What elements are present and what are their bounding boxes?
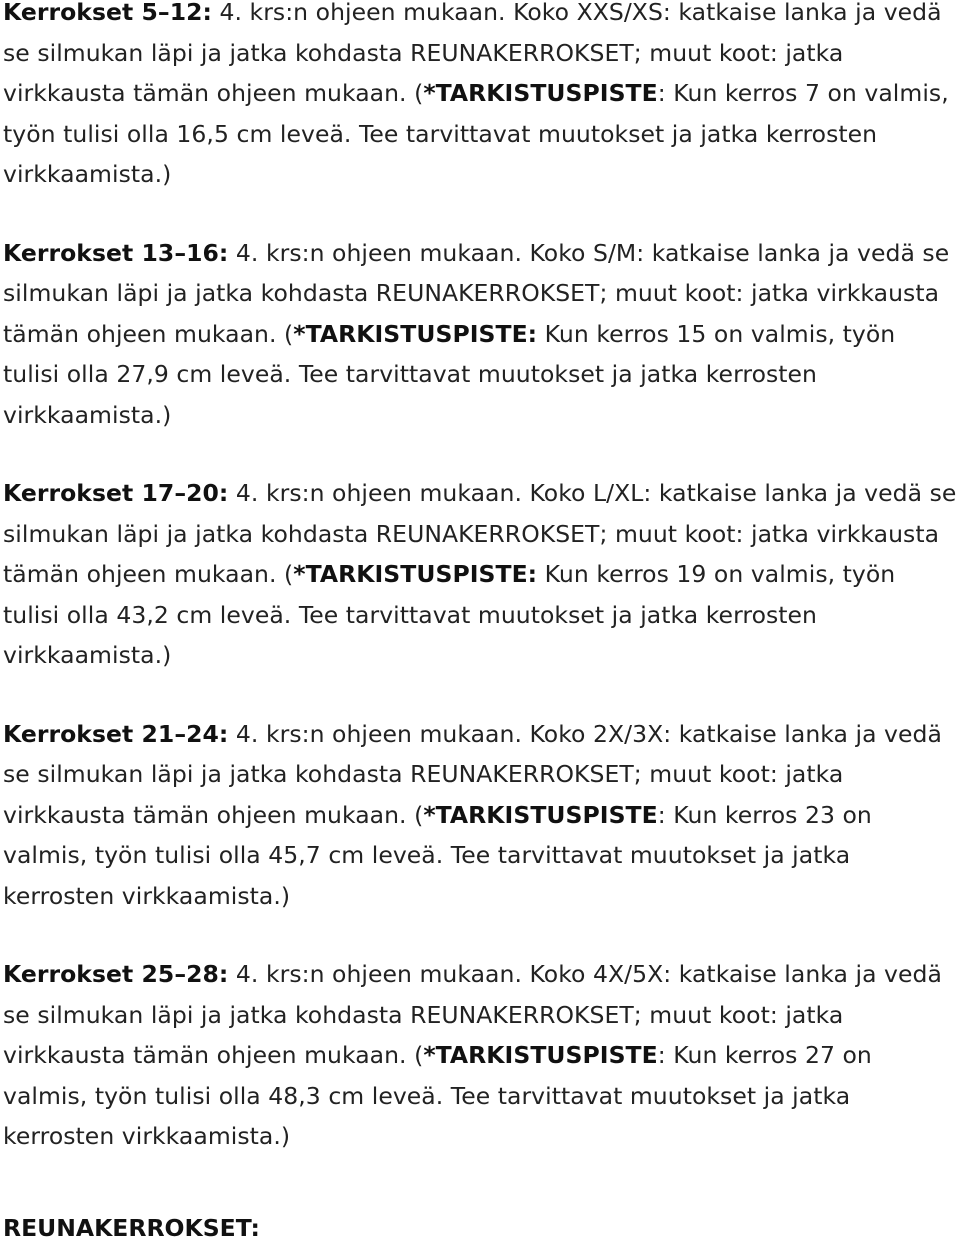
instruction-rows-21-24 [3,714,958,917]
checkpoint-text: : Kun kerros 7 on valmis, työn tulisi olla 16,5 cm leveä. Tee tarvittavat muutokset ja jatka kerrosten virkkaamista.) [3,79,949,188]
checkpoint-label: *TARKISTUSPISTE: [293,560,538,588]
rows-label: Kerrokset 13–16: [3,238,229,267]
checkpoint-text: : Kun kerros 23 on valmis, työn tulisi olla 45,7 cm leveä. Tee tarvittavat muutokset ja jatka kerrosten virkkaamista.) [3,800,872,910]
rows-label: Kerrokset 25–28: [3,960,229,988]
instruction-text: 4. krs:n ohjeen mukaan. Koko 4X/5X: katkaise lanka ja vedä se silmukan läpi ja jatka kohdasta REUNAKERROKSET; muut koot: jatka virkkausta tämän ohjeen mukaan. ( [3,960,942,1069]
instruction-rows-25-28 [3,954,958,1157]
rows-label: Kerrokset 17–20: [3,479,229,507]
checkpoint-label: *TARKISTUSPISTE [423,1041,658,1069]
instruction-text: 4. krs:n ohjeen mukaan. Koko 2X/3X: katkaise lanka ja vedä se silmukan läpi ja jatka kohdasta REUNAKERROKSET; muut koot: jatka virkkausta tämän ohjeen mukaan. ( [3,719,942,829]
checkpoint-text: Kun kerros 15 on valmis, työn tulisi olla 27,9 cm leveä. Tee tarvittavat muutokset ja jatka kerrosten virkkaamista.) [3,319,896,429]
instruction-text: 4. krs:n ohjeen mukaan. Koko XXS/XS: katkaise lanka ja vedä se silmukan läpi ja jatka kohdasta REUNAKERROKSET; muut koot: jatka virkkausta tämän ohjeen mukaan. ( [3,0,942,107]
instruction-rows-17-20 [3,473,958,676]
crochet-pattern-document [3,0,958,1195]
checkpoint-text: Kun kerros 19 on valmis, työn tulisi olla 43,2 cm leveä. Tee tarvittavat muutokset ja jatka kerrosten virkkaamista.) [3,560,896,669]
checkpoint-label: *TARKISTUSPISTE [423,79,658,107]
rows-label: Kerrokset 5–12: [3,0,212,26]
section-heading-reunakerrokset: REUNAKERROKSET: [3,1214,260,1242]
instruction-rows-13-16 [3,233,958,436]
instruction-text: 4. krs:n ohjeen mukaan. Koko S/M: katkaise lanka ja vedä se silmukan läpi ja jatka kohdasta REUNAKERROKSET; muut koot: jatka virkkausta tämän ohjeen mukaan. ( [3,238,950,348]
checkpoint-text: : Kun kerros 27 on valmis, työn tulisi olla 48,3 cm leveä. Tee tarvittavat muutokset ja jatka kerrosten virkkaamista.) [3,1041,872,1150]
checkpoint-label: *TARKISTUSPISTE: [293,319,538,348]
instruction-rows-5-12 [3,0,958,195]
instruction-text: 4. krs:n ohjeen mukaan. Koko L/XL: katkaise lanka ja vedä se silmukan läpi ja jatka kohdasta REUNAKERROKSET; muut koot: jatka virkkausta tämän ohjeen mukaan. ( [3,479,957,588]
rows-label: Kerrokset 21–24: [3,719,229,748]
checkpoint-label: *TARKISTUSPISTE [423,800,658,829]
